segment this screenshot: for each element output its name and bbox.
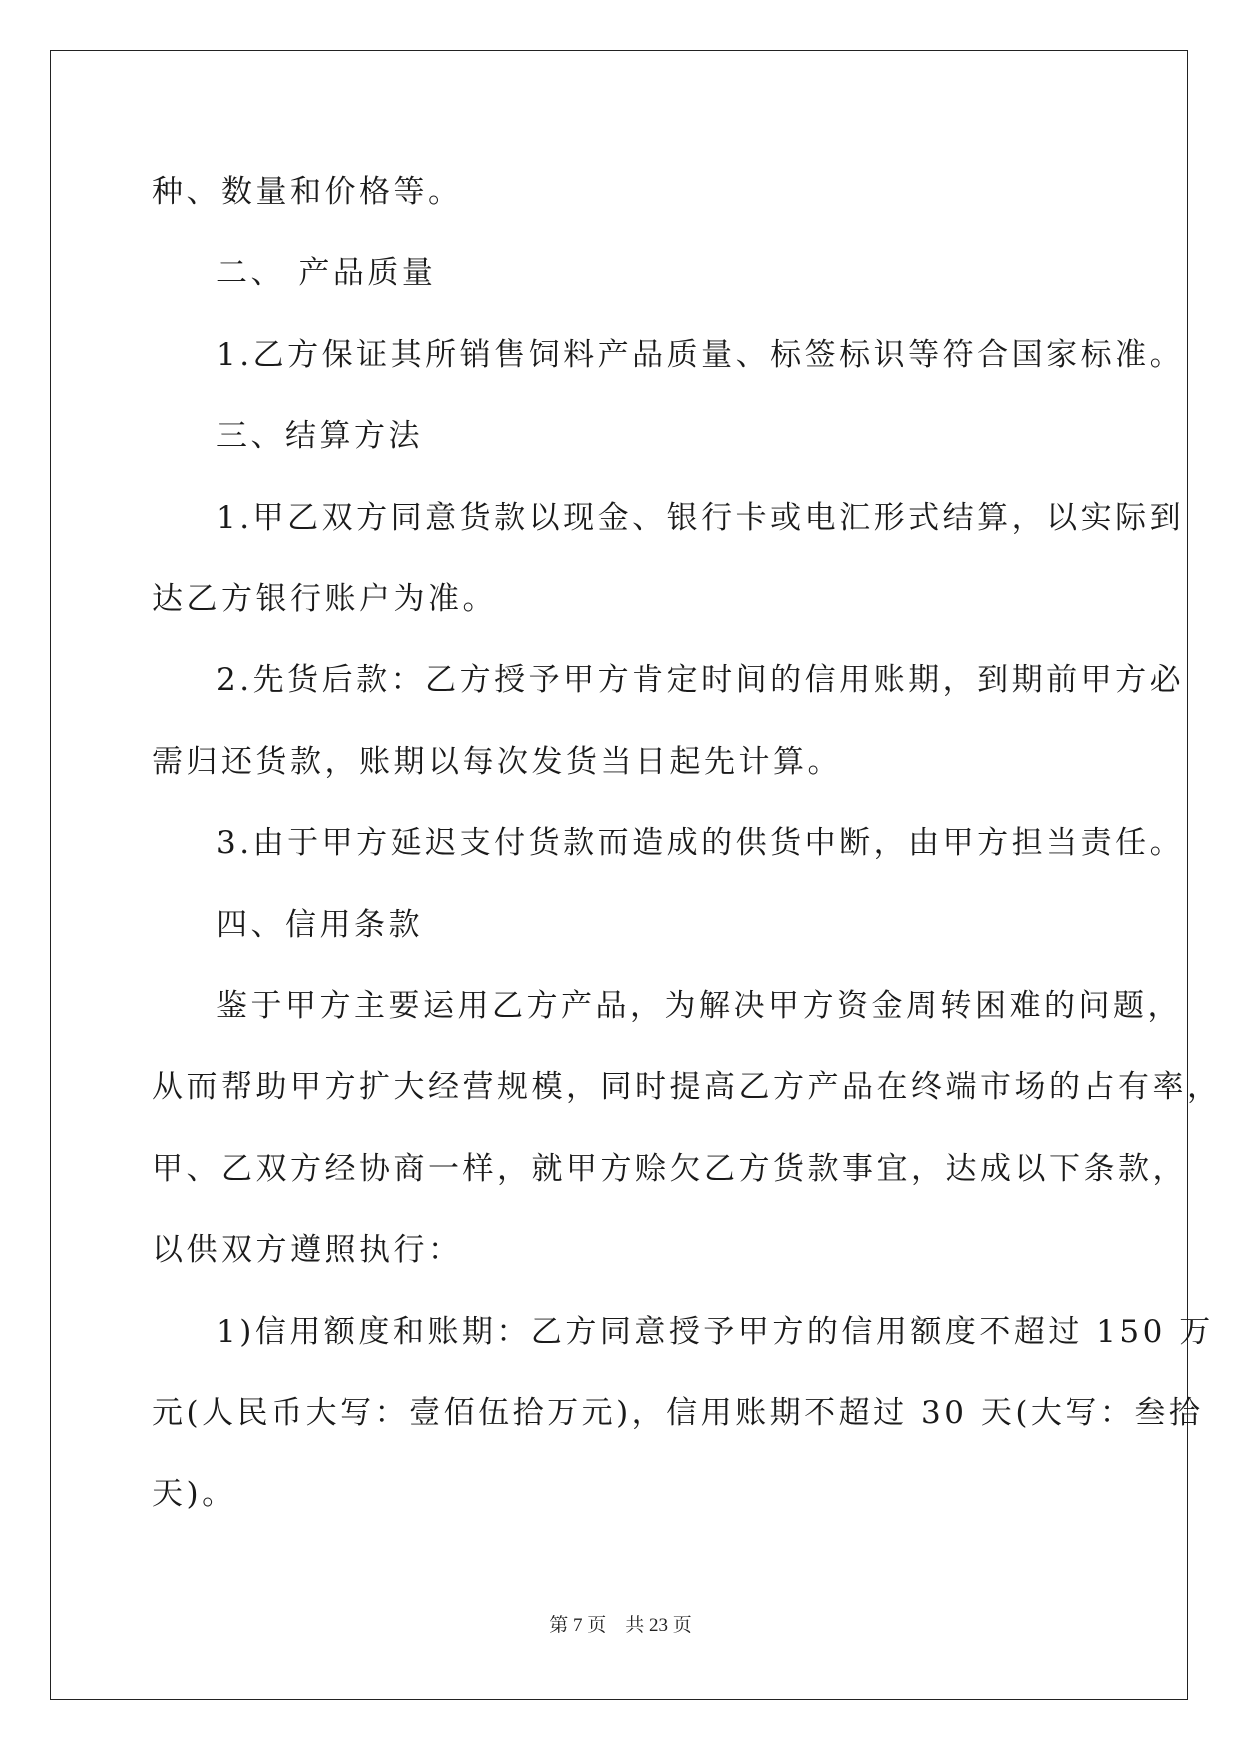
text-line: 鉴于甲方主要运用乙方产品，为解决甲方资金周转困难的问题， bbox=[216, 988, 1182, 1024]
text-line: 3.由于甲方延迟支付货款而造成的供货中断，由甲方担当责任。 bbox=[216, 825, 1185, 861]
text-line: 1)信用额度和账期：乙方同意授予甲方的信用额度不超过 150 万 bbox=[216, 1314, 1214, 1350]
text-line: 2.先货后款：乙方授予甲方肯定时间的信用账期，到期前甲方必 bbox=[216, 662, 1185, 698]
text-line: 甲、乙双方经协商一样，就甲方赊欠乙方货款事宜，达成以下条款， bbox=[152, 1151, 1187, 1187]
text-line: 元(人民币大写：壹佰伍拾万元)，信用账期不超过 30 天(大写：叁拾 bbox=[152, 1395, 1204, 1431]
text-line: 1.甲乙双方同意货款以现金、银行卡或电汇形式结算，以实际到 bbox=[216, 500, 1185, 536]
text-line: 以供双方遵照执行： bbox=[152, 1232, 463, 1268]
page-number-footer: 第 7 页 共 23 页 bbox=[549, 1615, 692, 1636]
section-heading: 二、 产品质量 bbox=[216, 255, 437, 291]
text-line: 从而帮助甲方扩大经营规模，同时提高乙方产品在终端市场的占有率， bbox=[152, 1069, 1222, 1105]
text-line: 需归还货款，账期以每次发货当日起先计算。 bbox=[152, 744, 842, 780]
page-border bbox=[50, 50, 1188, 1700]
text-line: 1.乙方保证其所销售饲料产品质量、标签标识等符合国家标准。 bbox=[216, 337, 1185, 373]
section-heading: 三、结算方法 bbox=[216, 418, 423, 454]
section-heading: 四、信用条款 bbox=[216, 907, 423, 943]
text-line: 天)。 bbox=[152, 1476, 237, 1512]
text-line: 达乙方银行账户为准。 bbox=[152, 581, 497, 617]
text-line: 种、数量和价格等。 bbox=[152, 174, 463, 210]
